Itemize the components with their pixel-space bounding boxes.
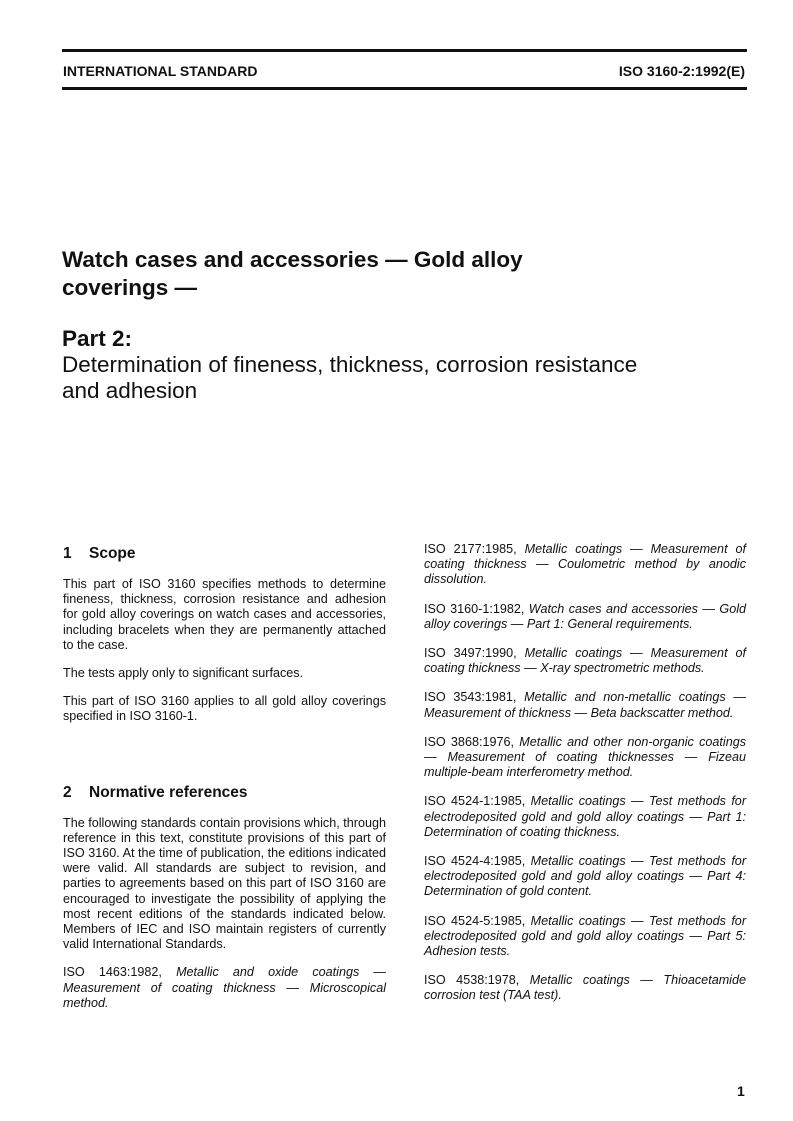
section-title: Normative references — [89, 783, 248, 801]
reference-entry — [424, 973, 746, 1003]
reference-title: Metallic coatings — Test methods for electrodeposited gold and gold alloy coatings — Part 5: Adhesion tests. — [424, 913, 747, 959]
normative-references-heading — [63, 784, 386, 802]
document-title — [62, 246, 742, 302]
scope-paragraph: The tests apply only to significant surfaces. — [63, 666, 304, 681]
reference-code: ISO 2177:1985, — [424, 542, 517, 556]
reference-title: Metallic coatings — Measurement of coating thickness — X-ray spectrometric methods. — [424, 646, 746, 676]
scope-paragraph: This part of ISO 3160 applies to all gold alloy coverings specified in ISO 3160-1. — [63, 694, 386, 724]
reference-code: ISO 3497:1990, — [424, 646, 517, 661]
reference-code: ISO 4524-5:1985, — [424, 913, 526, 928]
reference-title: Metallic and other non-organic coatings — Measurement of coating thicknesses — Fizeau multiple-beam interferometry method. — [424, 734, 746, 780]
reference-title: Metallic and oxide coatings — Measurement of coating thickness — Microscopical method. — [63, 965, 387, 1010]
header-bottom-rule — [62, 87, 747, 90]
reference-title: Metallic and non-metallic coatings — Measurement of thickness — Beta backscatter method. — [424, 690, 746, 720]
subtitle-line-1: Determination of fineness, thickness, corrosion resistance — [62, 352, 638, 377]
reference-entry — [424, 602, 746, 632]
left-column — [63, 545, 386, 1025]
scope-heading — [63, 545, 386, 563]
header-standard-label: INTERNATIONAL STANDARD — [63, 63, 258, 79]
reference-entry — [424, 735, 746, 781]
title-line-2: coverings — — [62, 275, 198, 300]
reference-title: Watch cases and accessories — Gold alloy coverings — Part 1: General requirements. — [424, 601, 747, 631]
normative-intro-paragraph: The following standards contain provisions which, through reference in this text, constitute provisions of this part of ISO 3160. At the time of publication, the editions indicated were valid. All standards are subject to revision, and parties to agreements based on this part of ISO 3160 are encouraged to investigate the possibility of applying the most recent editions of the standards indicated below. Members of IEC and ISO maintain registers of currently valid International Standards. — [63, 815, 386, 952]
section-number: 2 — [63, 783, 72, 801]
page-number: 1 — [737, 1083, 745, 1099]
reference-entry — [424, 646, 746, 676]
reference-entry — [424, 854, 746, 900]
header-document-number: ISO 3160-2:1992(E) — [618, 63, 745, 79]
part-label: Part 2: — [62, 326, 133, 351]
reference-code: ISO 1463:1982, — [63, 965, 162, 980]
reference-entry — [424, 914, 746, 960]
reference-entry — [424, 542, 746, 588]
reference-code: ISO 3868:1976, — [424, 734, 514, 749]
reference-entry — [424, 690, 746, 720]
reference-title: Metallic coatings — Test methods for electrodeposited gold and gold alloy coatings — Part 4: Determination of gold content. — [424, 854, 747, 899]
subtitle-line-2: and adhesion — [62, 378, 198, 403]
reference-entry — [63, 965, 386, 1011]
reference-code: ISO 4538:1978, — [424, 973, 520, 988]
section-number: 1 — [63, 545, 72, 562]
reference-title: Metallic coatings — Test methods for electrodeposited gold and gold alloy coatings — Part 1: Determination of coating thickness. — [424, 794, 747, 839]
reference-title: Metallic coatings — Thioacetamide corrosion test (TAA test). — [424, 973, 746, 1003]
reference-code: ISO 3160-1:1982, — [424, 601, 525, 616]
reference-code: ISO 3543:1981, — [424, 690, 517, 705]
reference-entry — [424, 794, 746, 840]
section-title: Scope — [89, 545, 136, 562]
header-top-rule — [62, 49, 747, 52]
scope-paragraph: This part of ISO 3160 specifies methods to determine fineness, thickness, corrosion resistance and adhesion for gold alloy coverings on watch cases and accessories, including bracelets when they are permanently attached to the case. — [63, 577, 386, 652]
title-line-1: Watch cases and accessories — Gold alloy — [62, 247, 523, 272]
right-column — [424, 542, 746, 1018]
reference-title: Metallic coatings — Measurement of coating thickness — Coulometric method by anodic dissolution. — [424, 542, 746, 587]
part-subtitle — [62, 352, 752, 404]
reference-code: ISO 4524-1:1985, — [424, 794, 526, 809]
reference-code: ISO 4524-4:1985, — [424, 854, 526, 869]
